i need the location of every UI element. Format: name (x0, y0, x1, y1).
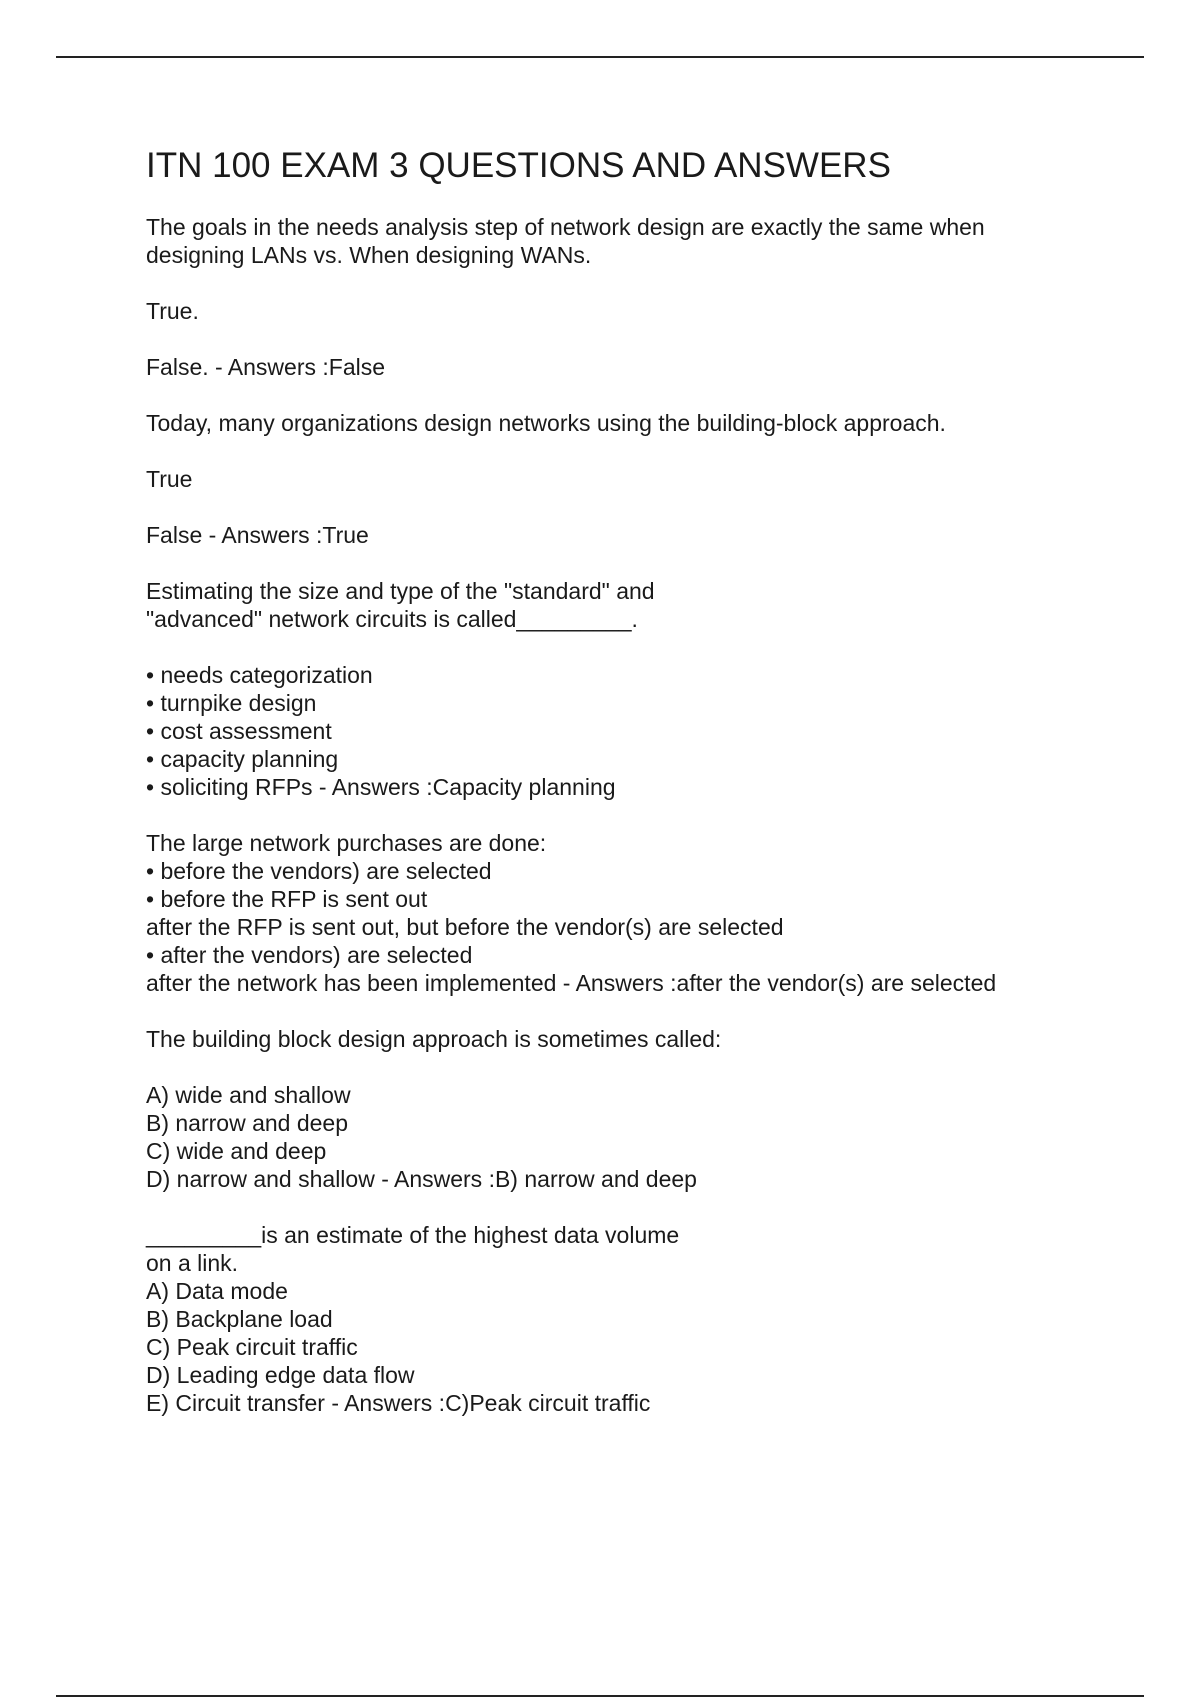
bottom-rule (56, 1695, 1144, 1697)
text-line: B) Backplane load (146, 1306, 333, 1332)
text-line: D) Leading edge data flow (146, 1362, 415, 1388)
text-line: designing LANs vs. When designing WANs. (146, 242, 592, 268)
text-line: The building block design approach is sometimes called: (146, 1026, 722, 1052)
document-body (146, 145, 1106, 1445)
text-line: • soliciting RFPs - Answers :Capacity planning (146, 774, 616, 800)
text-line: D) narrow and shallow - Answers :B) narrow and deep (146, 1166, 697, 1192)
text-line: • capacity planning (146, 746, 339, 772)
text-line: The large network purchases are done: (146, 830, 547, 856)
qa-block (146, 409, 1106, 437)
text-line: C) Peak circuit traffic (146, 1334, 358, 1360)
qa-block (146, 577, 1106, 633)
qa-block (146, 213, 1106, 269)
text-line: False. - Answers :False (146, 354, 386, 380)
text-line: Estimating the size and type of the "standard" and (146, 578, 655, 604)
text-line: True. (146, 298, 199, 324)
text-line: The goals in the needs analysis step of network design are exactly the same when (146, 214, 985, 240)
text-line: • before the vendors) are selected (146, 858, 492, 884)
document-title: ITN 100 EXAM 3 QUESTIONS AND ANSWERS (146, 146, 891, 185)
text-line: • before the RFP is sent out (146, 886, 428, 912)
qa-block (146, 353, 1106, 381)
qa-block (146, 829, 1106, 997)
qa-blocks (146, 213, 1106, 1417)
qa-block (146, 1221, 1106, 1417)
text-line: • after the vendors) are selected (146, 942, 473, 968)
text-line: "advanced" network circuits is called_________. (146, 606, 638, 632)
text-line: • cost assessment (146, 718, 332, 744)
text-line: _________is an estimate of the highest data volume (146, 1222, 680, 1248)
text-line: • turnpike design (146, 690, 317, 716)
qa-block (146, 297, 1106, 325)
text-line: A) Data mode (146, 1278, 288, 1304)
text-line: C) wide and deep (146, 1138, 327, 1164)
text-line: B) narrow and deep (146, 1110, 349, 1136)
qa-block (146, 1081, 1106, 1193)
text-line: • needs categorization (146, 662, 373, 688)
qa-block (146, 661, 1106, 801)
text-line: after the RFP is sent out, but before the vendor(s) are selected (146, 914, 784, 940)
text-line: True (146, 466, 193, 492)
top-rule (56, 56, 1144, 58)
text-line: False - Answers :True (146, 522, 369, 548)
qa-block (146, 1025, 1106, 1053)
text-line: A) wide and shallow (146, 1082, 351, 1108)
text-line: after the network has been implemented - Answers :after the vendor(s) are selected (146, 970, 997, 996)
text-line: on a link. (146, 1250, 239, 1276)
qa-block (146, 521, 1106, 549)
text-line: Today, many organizations design networks using the building-block approach. (146, 410, 946, 436)
qa-block (146, 465, 1106, 493)
text-line: E) Circuit transfer - Answers :C)Peak circuit traffic (146, 1390, 651, 1416)
